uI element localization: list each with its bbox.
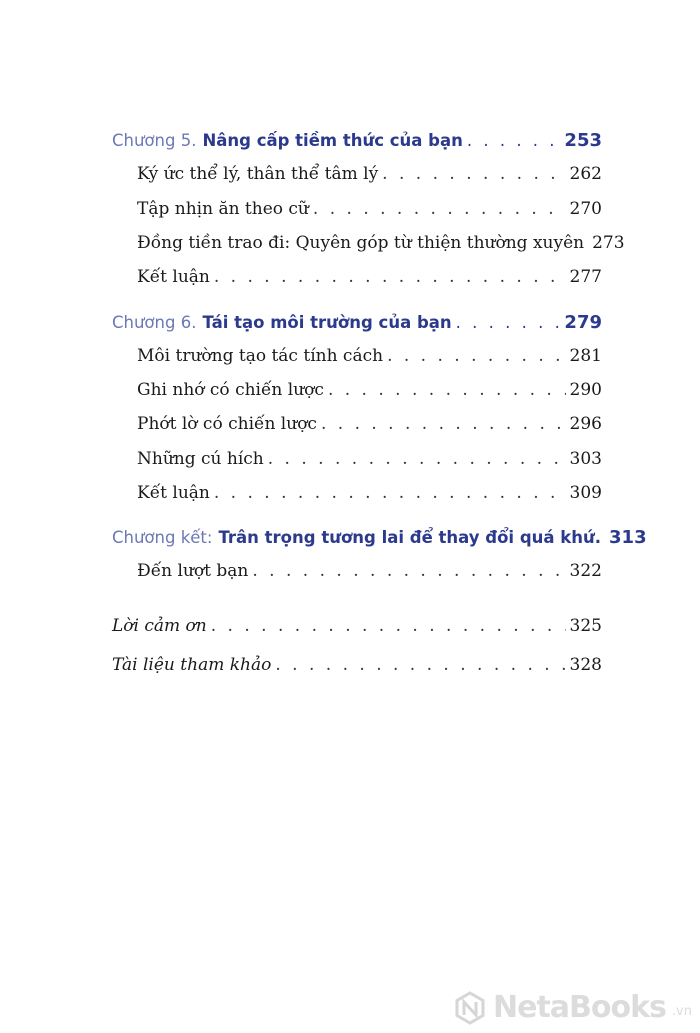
dot-leader (214, 483, 566, 503)
dot-leader (252, 561, 565, 581)
toc-section[interactable] (137, 414, 602, 434)
section-title: Kết luận (137, 483, 210, 503)
section-title: Kết luận (137, 267, 210, 287)
back-matter-title: Tài liệu tham khảo (112, 655, 272, 675)
dot-leader (214, 267, 566, 287)
dot-leader (387, 346, 565, 366)
dot-leader (268, 449, 566, 469)
page-number: 322 (569, 561, 602, 581)
toc-section[interactable] (137, 267, 602, 287)
page-number: 277 (569, 267, 602, 287)
page-number: 270 (569, 199, 602, 219)
section-title: Đồng tiền trao đi: Quyên góp từ thiện thường xuyên (137, 233, 585, 253)
section-title: Tập nhịn ăn theo cữ (137, 199, 309, 219)
page-number: 313 (609, 527, 647, 548)
toc-section[interactable] (137, 561, 602, 581)
toc-section[interactable] (137, 449, 602, 469)
dot-leader (328, 380, 566, 400)
chapter-prefix: Chương 5. (112, 131, 197, 150)
section-title: Phớt lờ có chiến lược (137, 414, 317, 434)
toc-back-matter-acknowledgements[interactable] (112, 616, 602, 636)
section-title: Những cú hích (137, 449, 264, 469)
dot-leader (467, 131, 561, 150)
page-number: 281 (569, 346, 602, 366)
toc-chapter-6[interactable] (112, 312, 602, 333)
page-number: 279 (564, 312, 602, 333)
toc-back-matter-references[interactable] (112, 655, 602, 675)
toc-section[interactable] (137, 164, 602, 184)
toc-section[interactable] (137, 380, 602, 400)
section-title: Ghi nhớ có chiến lược (137, 380, 324, 400)
back-matter-title: Lời cảm ơn (112, 616, 207, 636)
toc-section[interactable] (137, 346, 602, 366)
dot-leader (321, 414, 566, 434)
dot-leader (382, 164, 565, 184)
page-number: 303 (569, 449, 602, 469)
chapter-title: Nâng cấp tiềm thức của bạn (202, 131, 463, 150)
dot-leader (313, 199, 566, 219)
page-number: 328 (569, 655, 602, 675)
netabooks-watermark (453, 990, 692, 1025)
section-title: Đến lượt bạn (137, 561, 249, 581)
section-title: Môi trường tạo tác tính cách (137, 346, 384, 366)
dot-leader (456, 313, 561, 332)
toc-chapter-closing[interactable] (112, 527, 647, 548)
dot-leader (211, 616, 566, 636)
chapter-prefix: Chương kết: (112, 528, 213, 547)
toc-section[interactable] (137, 199, 602, 219)
page-number: 273 (592, 233, 625, 253)
section-title: Ký ức thể lý, thân thể tâm lý (137, 164, 379, 184)
chapter-title: Trân trọng tương lai để thay đổi quá khứ. (218, 528, 602, 547)
page-number: 262 (569, 164, 602, 184)
watermark-brand: NetaBooks (492, 990, 666, 1025)
chapter-prefix: Chương 6. (112, 313, 197, 332)
toc-chapter-5[interactable] (112, 130, 602, 151)
watermark-suffix: .vn (671, 1004, 692, 1019)
page-number: 253 (564, 130, 602, 151)
toc-section[interactable] (137, 483, 602, 503)
toc-section[interactable] (137, 233, 625, 253)
page-number: 325 (569, 616, 602, 636)
chapter-title: Tái tạo môi trường của bạn (202, 313, 452, 332)
page-number: 290 (569, 380, 602, 400)
netabooks-hexagon-logo-icon (453, 991, 487, 1025)
page-number: 296 (569, 414, 602, 434)
dot-leader (275, 655, 565, 675)
page-number: 309 (569, 483, 602, 503)
